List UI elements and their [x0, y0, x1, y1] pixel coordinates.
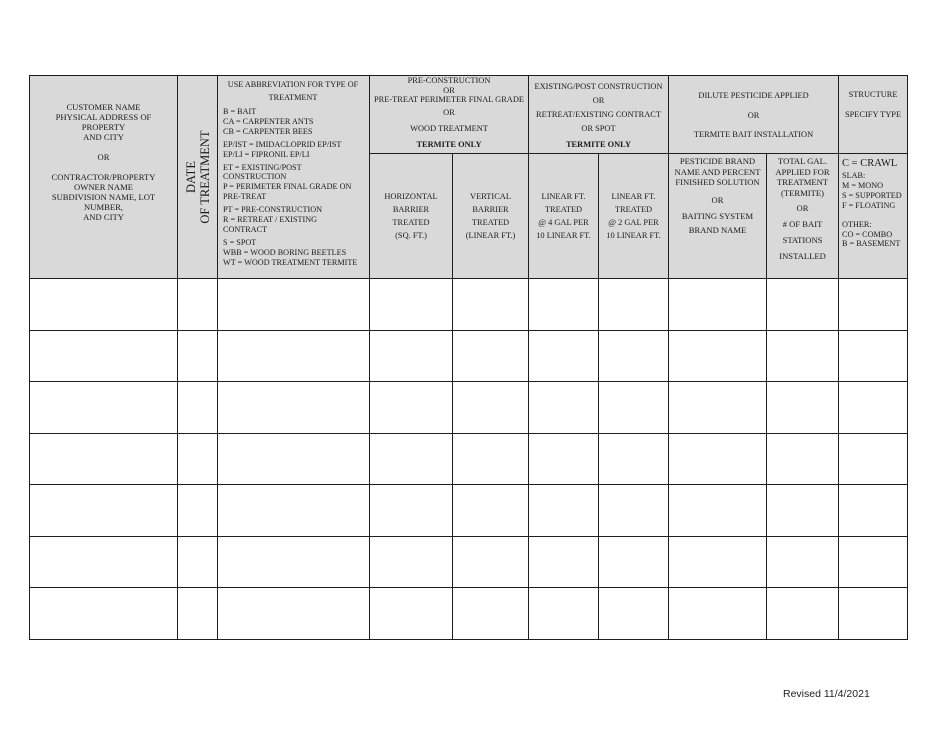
cell-customer[interactable] — [30, 433, 178, 485]
cell-linear-4gal[interactable] — [529, 382, 599, 434]
existing-line: EXISTING/POST CONSTRUCTION — [534, 82, 663, 91]
sub-line: # OF BAIT — [782, 219, 823, 230]
cell-linear-2gal[interactable] — [599, 485, 669, 537]
date-label: DATE — [183, 161, 198, 193]
sub-line: TREATED — [544, 205, 583, 214]
sub-line: BARRIER — [392, 205, 430, 214]
customer-line: PROPERTY — [81, 122, 126, 132]
cell-treatment-type[interactable] — [218, 330, 370, 382]
cell-horizontal[interactable] — [370, 536, 453, 588]
abbr-item: CA = CARPENTER ANTS — [223, 116, 314, 126]
cell-date[interactable] — [178, 279, 218, 331]
cell-linear-4gal[interactable] — [529, 279, 599, 331]
date-label: OF TREATMENT — [197, 130, 212, 224]
dilute-or: OR — [747, 110, 760, 120]
abbr-title: TREATMENT — [268, 92, 318, 102]
cell-vertical[interactable] — [453, 536, 529, 588]
structure-line: SPECIFY TYPE — [844, 109, 902, 119]
existing-or: OR — [592, 96, 605, 105]
table-row — [30, 536, 908, 588]
header-structure-types — [839, 154, 908, 279]
cell-linear-4gal[interactable] — [529, 433, 599, 485]
cell-linear-2gal[interactable] — [599, 536, 669, 588]
cell-date[interactable] — [178, 588, 218, 640]
customer-line: PHYSICAL ADDRESS OF — [55, 112, 152, 122]
header-vertical-barrier — [453, 154, 529, 279]
sub-line: NAME AND PERCENT — [674, 166, 761, 177]
cell-treatment-type[interactable] — [218, 433, 370, 485]
treatment-log-table — [29, 75, 908, 640]
existing-note: TERMITE ONLY — [565, 140, 632, 149]
sub-line: 10 LINEAR FT. — [606, 231, 661, 240]
customer-line: AND CITY — [83, 212, 124, 222]
cell-vertical[interactable] — [453, 382, 529, 434]
sub-line: TREATED — [392, 218, 430, 227]
sub-line: TREATED — [614, 205, 653, 214]
cell-structure[interactable] — [839, 485, 908, 537]
cell-total-gallons[interactable] — [767, 433, 839, 485]
cell-customer[interactable] — [30, 588, 178, 640]
structure-item: B = BASEMENT — [842, 239, 901, 249]
cell-date[interactable] — [178, 382, 218, 434]
cell-linear-2gal[interactable] — [599, 382, 669, 434]
revision-date: Revised 11/4/2021 — [783, 688, 870, 700]
cell-date[interactable] — [178, 433, 218, 485]
pre-or: OR — [443, 85, 455, 95]
table-row — [30, 279, 908, 331]
header-pesticide-brand — [669, 154, 767, 279]
cell-treatment-type[interactable] — [218, 536, 370, 588]
customer-line: CUSTOMER NAME — [66, 102, 141, 112]
sub-or: OR — [711, 194, 724, 205]
sub-line: LINEAR FT. — [541, 192, 586, 201]
cell-total-gallons[interactable] — [767, 382, 839, 434]
cell-total-gallons[interactable] — [767, 536, 839, 588]
table-row — [30, 485, 908, 537]
cell-structure[interactable] — [839, 433, 908, 485]
cell-linear-4gal[interactable] — [529, 330, 599, 382]
sub-line: FINISHED SOLUTION — [675, 177, 760, 188]
cell-linear-2gal[interactable] — [599, 588, 669, 640]
sub-line: (TERMITE) — [781, 187, 824, 198]
abbr-item: PT = PRE-CONSTRUCTION — [223, 205, 323, 215]
dilute-line: DILUTE PESTICIDE APPLIED — [698, 91, 809, 100]
cell-customer[interactable] — [30, 279, 178, 331]
abbr-item: PRE-TREAT — [223, 192, 267, 202]
cell-linear-4gal[interactable] — [529, 536, 599, 588]
structure-crawl: C = CRAWL — [842, 158, 898, 169]
cell-date[interactable] — [178, 330, 218, 382]
sub-line: LINEAR FT. — [611, 192, 656, 201]
customer-line: CONTRACTOR/PROPERTY — [51, 172, 156, 182]
cell-vertical[interactable] — [453, 279, 529, 331]
cell-structure[interactable] — [839, 588, 908, 640]
sub-line: @ 2 GAL PER — [608, 218, 659, 227]
cell-structure[interactable] — [839, 330, 908, 382]
cell-customer[interactable] — [30, 330, 178, 382]
sub-line: PESTICIDE BRAND — [679, 156, 756, 166]
cell-total-gallons[interactable] — [767, 485, 839, 537]
cell-linear-2gal[interactable] — [599, 279, 669, 331]
customer-line: NUMBER, — [84, 202, 123, 212]
cell-pesticide-brand[interactable] — [669, 433, 767, 485]
abbr-item: P = PERIMETER FINAL GRADE ON — [223, 182, 352, 192]
cell-vertical[interactable] — [453, 588, 529, 640]
sub-line: (LINEAR FT.) — [465, 231, 516, 240]
structure-item: CO = COMBO — [842, 229, 893, 239]
customer-line: OWNER NAME — [74, 182, 133, 192]
header-customer — [30, 76, 178, 279]
cell-structure[interactable] — [839, 536, 908, 588]
cell-treatment-type[interactable] — [218, 588, 370, 640]
cell-treatment-type[interactable] — [218, 382, 370, 434]
abbr-item: CB = CARPENTER BEES — [223, 126, 313, 136]
cell-structure[interactable] — [839, 382, 908, 434]
cell-customer[interactable] — [30, 485, 178, 537]
customer-or: OR — [97, 152, 110, 162]
table-row — [30, 382, 908, 434]
sub-line: BARRIER — [472, 205, 509, 214]
cell-date[interactable] — [178, 536, 218, 588]
abbr-title: USE ABBREVIATION FOR TYPE OF — [227, 80, 359, 89]
header-linear-2gal — [599, 154, 669, 279]
sub-line: @ 4 GAL PER — [538, 218, 589, 227]
pre-line: PRE-TREAT PERIMETER FINAL GRADE — [373, 95, 525, 104]
header-linear-4gal — [529, 154, 599, 279]
structure-item: S = SUPPORTED — [842, 190, 902, 200]
cell-total-gallons[interactable] — [767, 588, 839, 640]
cell-linear-4gal[interactable] — [529, 588, 599, 640]
cell-vertical[interactable] — [453, 485, 529, 537]
pre-line: PRE-CONSTRUCTION — [407, 76, 491, 85]
header-date — [178, 76, 218, 279]
sub-line: BAITING SYSTEM — [681, 210, 754, 221]
cell-horizontal[interactable] — [370, 433, 453, 485]
pre-line: WOOD TREATMENT — [410, 123, 488, 133]
cell-vertical[interactable] — [453, 330, 529, 382]
pre-note: TERMITE ONLY — [416, 139, 482, 149]
cell-treatment-type[interactable] — [218, 279, 370, 331]
abbr-item: EP/LI = FIPRONIL EP/LI — [223, 149, 310, 159]
sub-line: (SQ. FT.) — [395, 231, 427, 240]
cell-linear-2gal[interactable] — [599, 330, 669, 382]
sub-line: TREATED — [471, 218, 510, 227]
table-row — [30, 330, 908, 382]
sub-or: OR — [796, 203, 809, 214]
cell-pesticide-brand[interactable] — [669, 536, 767, 588]
cell-horizontal[interactable] — [370, 485, 453, 537]
structure-line: STRUCTURE — [848, 90, 898, 99]
sub-line: TOTAL GAL. — [778, 156, 827, 166]
cell-total-gallons[interactable] — [767, 279, 839, 331]
sub-line: TREATMENT — [776, 177, 829, 188]
table-row — [30, 588, 908, 640]
abbr-item: ET = EXISTING/POST CONSTRUCTION — [223, 162, 302, 182]
sub-line: 10 LINEAR FT. — [536, 231, 591, 240]
dilute-line: TERMITE BAIT INSTALLATION — [693, 130, 814, 139]
cell-horizontal[interactable] — [370, 588, 453, 640]
pre-or: OR — [443, 107, 455, 117]
existing-line: RETREAT/EXISTING CONTRACT — [536, 110, 661, 119]
header-total-gallons — [767, 154, 839, 279]
abbr-item: WT = WOOD TREATMENT TERMITE — [223, 257, 358, 267]
sub-line: INSTALLED — [779, 251, 826, 262]
header-dilute — [669, 76, 839, 154]
cell-treatment-type[interactable] — [218, 485, 370, 537]
customer-line: SUBDIVISION NAME, LOT — [51, 192, 156, 202]
cell-structure[interactable] — [839, 279, 908, 331]
structure-slab-label: SLAB: — [842, 171, 866, 180]
cell-pesticide-brand[interactable] — [669, 588, 767, 640]
header-existing — [529, 76, 669, 154]
cell-total-gallons[interactable] — [767, 330, 839, 382]
cell-pesticide-brand[interactable] — [669, 382, 767, 434]
existing-line: OR SPOT — [581, 124, 616, 133]
cell-pesticide-brand[interactable] — [669, 279, 767, 331]
cell-pesticide-brand[interactable] — [669, 330, 767, 382]
abbr-item: WBB = WOOD BORING BEETLES — [223, 247, 347, 257]
header-pre-construction — [370, 76, 529, 154]
abbr-item: R = RETREAT / EXISTING CONTRACT — [223, 215, 318, 234]
cell-horizontal[interactable] — [370, 382, 453, 434]
structure-other-label: OTHER: — [842, 219, 872, 229]
header-horizontal-barrier — [370, 154, 453, 279]
header-structure — [839, 76, 908, 154]
sub-line: HORIZONTAL — [384, 192, 438, 201]
structure-item: M = MONO — [842, 180, 884, 190]
abbr-item: B = BAIT — [223, 107, 257, 116]
sub-line: STATIONS — [782, 235, 823, 246]
structure-item: F = FLOATING — [842, 200, 896, 210]
cell-vertical[interactable] — [453, 433, 529, 485]
cell-customer[interactable] — [30, 536, 178, 588]
cell-date[interactable] — [178, 485, 218, 537]
cell-customer[interactable] — [30, 382, 178, 434]
sub-line: VERTICAL — [470, 192, 511, 201]
header-abbreviations — [218, 76, 370, 279]
cell-linear-2gal[interactable] — [599, 433, 669, 485]
cell-horizontal[interactable] — [370, 279, 453, 331]
cell-linear-4gal[interactable] — [529, 485, 599, 537]
cell-horizontal[interactable] — [370, 330, 453, 382]
abbr-item: S = SPOT — [223, 237, 257, 247]
abbr-item: EP/IST = IMIDACLOPRID EP/IST — [223, 139, 342, 149]
sub-line: APPLIED FOR — [775, 166, 830, 177]
customer-line: AND CITY — [83, 132, 124, 142]
cell-pesticide-brand[interactable] — [669, 485, 767, 537]
table-row — [30, 433, 908, 485]
sub-line: BRAND NAME — [688, 224, 747, 235]
